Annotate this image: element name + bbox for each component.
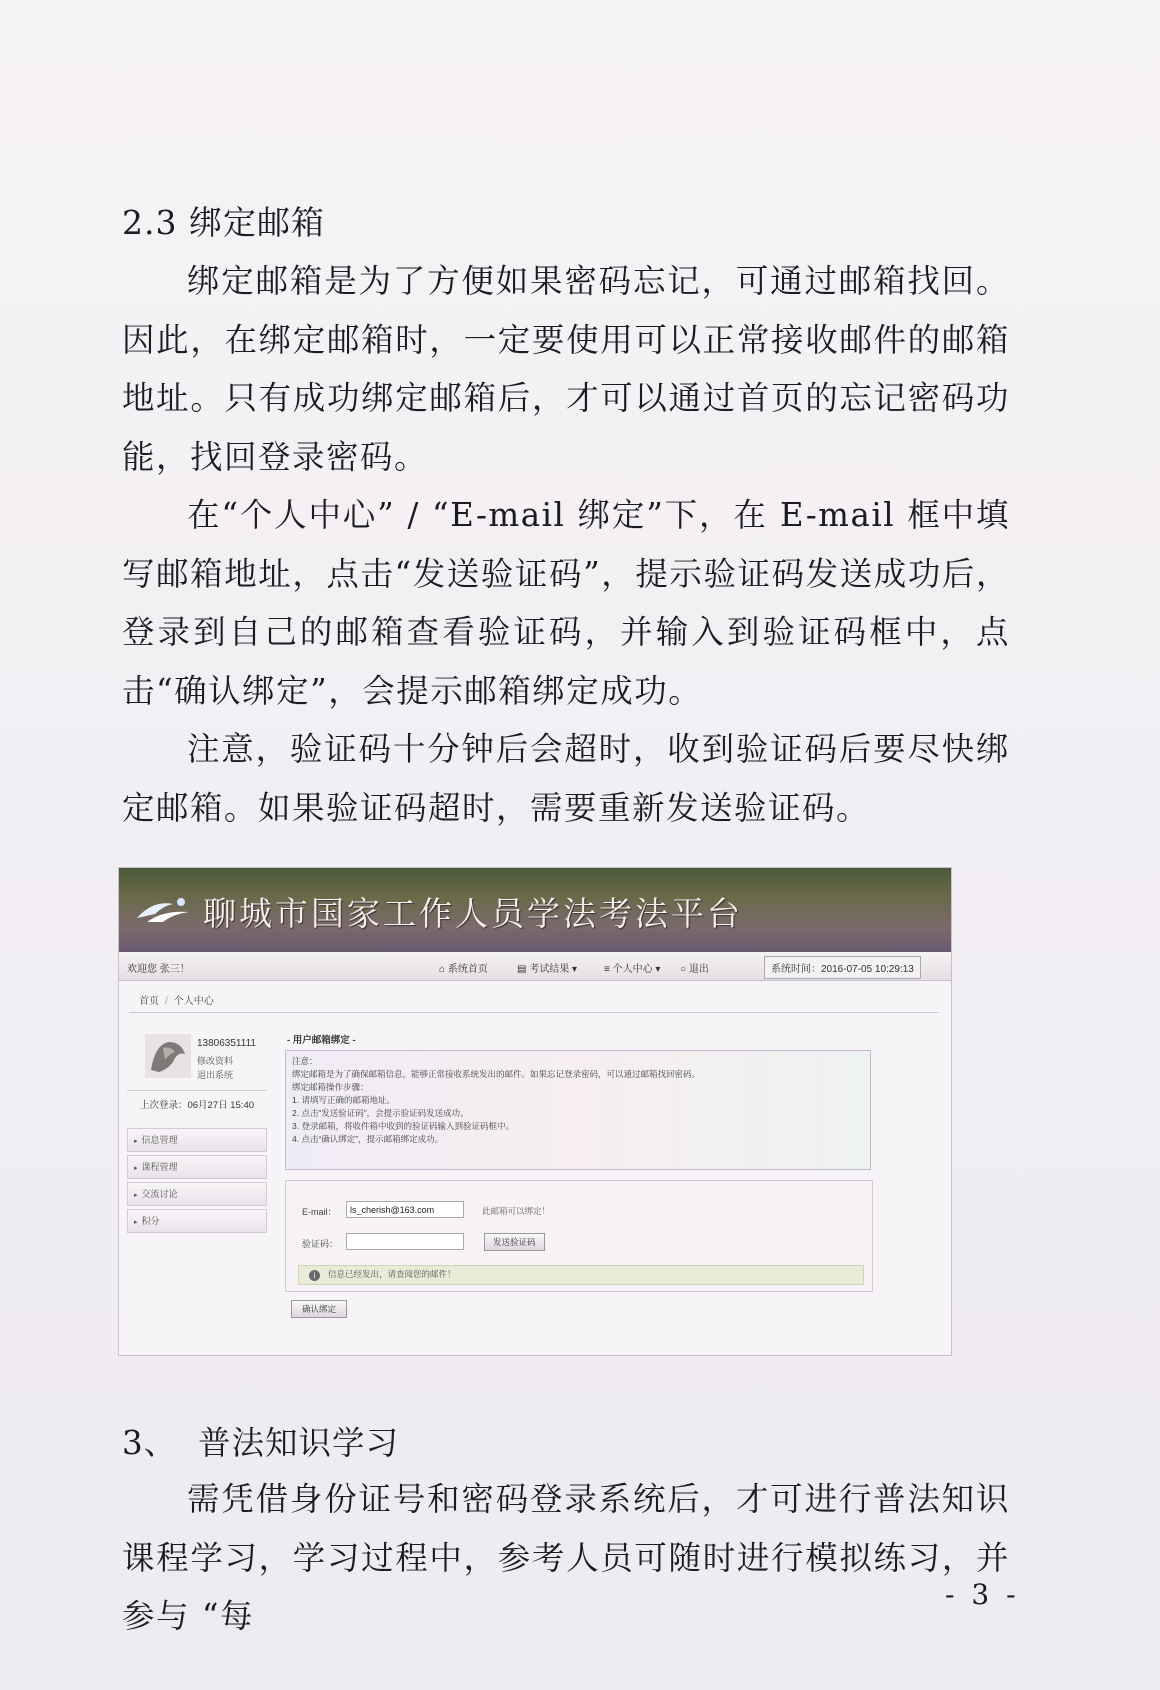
- note-line: 2. 点击“发送验证码”，会提示验证码发送成功。: [292, 1108, 469, 1118]
- note-line: 绑定邮箱是为了确保邮箱信息，能够正常接收系统发出的邮件。如果忘记登录密码，可以通过邮箱找回密码。: [292, 1069, 701, 1079]
- breadcrumb-current: 个人中心: [173, 996, 214, 1007]
- sidebar-item-info[interactable]: [127, 1128, 267, 1152]
- note-line: 注意：: [292, 1056, 318, 1066]
- chevron-down-icon: ▾: [569, 964, 578, 975]
- platform-logo-icon: [133, 892, 197, 928]
- email-binding-panel: [281, 1028, 881, 1353]
- avatar: [145, 1034, 191, 1078]
- home-icon: ⌂: [439, 964, 448, 975]
- sidebar-item-points[interactable]: [127, 1209, 267, 1233]
- email-field[interactable]: [346, 1201, 464, 1218]
- nav-personal-center-menu[interactable]: [604, 960, 660, 975]
- sidebar-item-label: 交流讨论: [141, 1189, 178, 1199]
- section-heading-2-3: 2.3 绑定邮箱: [122, 203, 325, 242]
- nav-exit-link[interactable]: [680, 960, 709, 975]
- sidebar-item-label: 信息管理: [141, 1135, 178, 1145]
- chevron-right-icon: ▸: [134, 1192, 138, 1199]
- nav-home-link[interactable]: [439, 960, 488, 975]
- verification-code-field[interactable]: [346, 1233, 464, 1250]
- sidebar-menu: [127, 1128, 267, 1236]
- note-line: 3. 登录邮箱，将收件箱中收到的验证码输入到验证码框中。: [292, 1121, 514, 1131]
- note-line: 1. 请填写正确的邮箱地址。: [292, 1095, 395, 1105]
- list-icon: ▤: [517, 964, 530, 975]
- email-label: E-mail：: [302, 1207, 337, 1217]
- chevron-right-icon: ▸: [134, 1165, 138, 1172]
- divider: [129, 1012, 939, 1013]
- platform-title: 聊城市国家工作人员学法考法平台: [203, 894, 743, 933]
- nav-exam-results-label: 考试结果: [529, 964, 570, 975]
- platform-banner: [119, 868, 951, 952]
- breadcrumb-home[interactable]: 首页: [139, 996, 159, 1007]
- breadcrumb-separator: /: [165, 996, 168, 1007]
- user-phone: 13806351111: [197, 1038, 256, 1049]
- confirm-binding-button[interactable]: 确认绑定: [291, 1300, 347, 1318]
- nav-personal-center-label: 个人中心: [612, 964, 653, 975]
- section-number: 3、: [122, 1424, 178, 1462]
- alert-text: 信息已经发出，请查阅您的邮件！: [328, 1269, 456, 1279]
- section-heading-3: [122, 1418, 399, 1464]
- sent-alert: [298, 1265, 864, 1285]
- panel-title: - 用户邮箱绑定 -: [287, 1035, 356, 1046]
- user-icon: ≡: [604, 964, 613, 975]
- breadcrumb: [139, 992, 214, 1007]
- sidebar-item-label: 课程管理: [141, 1162, 178, 1172]
- chevron-down-icon: ▾: [652, 964, 661, 975]
- info-icon: i: [309, 1270, 320, 1281]
- last-login-text: 上次登录：06月27日 15:40: [127, 1090, 267, 1111]
- binding-form: [285, 1180, 873, 1292]
- paragraph-steps: 在“个人中心” / “E-mail 绑定”下，在 E-mail 框中填写邮箱地址，点击“发送验证码”，提示验证码发送成功后，登录到自己的邮箱查看验证码，并输入到验证码框中，点击“确认绑定”，会提示邮箱绑定成功。: [122, 496, 1010, 710]
- code-label: 验证码：: [302, 1239, 339, 1249]
- sidebar-item-discussion[interactable]: [127, 1182, 267, 1206]
- edit-profile-link[interactable]: 修改资料: [197, 1056, 234, 1066]
- paragraph-law-study: 需凭借身份证号和密码登录系统后，才可进行普法知识课程学习，学习过程中，参考人员可随时进行模拟练习，并参与 “每: [122, 1480, 1010, 1635]
- send-code-button[interactable]: 发送验证码: [484, 1233, 545, 1251]
- system-time: 系统时间：2016-07-05 10:29:13: [764, 956, 921, 979]
- instructions-box: [285, 1050, 871, 1170]
- page-number: - 3 -: [945, 1578, 1020, 1611]
- nav-exit-label: 退出: [688, 964, 709, 975]
- chevron-right-icon: ▸: [134, 1219, 138, 1226]
- chevron-right-icon: ▸: [134, 1138, 138, 1145]
- paragraph-purpose: 绑定邮箱是为了方便如果密码忘记，可通过邮箱找回。因此，在绑定邮箱时，一定要使用可以正常接收邮件的邮箱地址。只有成功绑定邮箱后，才可以通过首页的忘记密码功能，找回登录密码。: [122, 262, 1010, 476]
- sidebar-item-courses[interactable]: [127, 1155, 267, 1179]
- nav-home-label: 系统首页: [447, 964, 488, 975]
- email-available-hint: 此邮箱可以绑定！: [482, 1206, 551, 1216]
- sidebar-item-label: 积分: [141, 1216, 160, 1226]
- embedded-screenshot: [119, 868, 951, 1355]
- note-line: 4. 点击“确认绑定”，提示邮箱绑定成功。: [292, 1134, 444, 1144]
- user-sidebar: [127, 1028, 267, 1226]
- paragraph-note: 注意，验证码十分钟后会超时，收到验证码后要尽快绑定邮箱。如果验证码超时，需要重新发送验证码。: [122, 730, 1010, 827]
- note-line: 绑定邮箱操作步骤：: [292, 1082, 369, 1092]
- welcome-text: 欢迎您 张三！: [127, 964, 190, 975]
- logout-link[interactable]: 退出系统: [197, 1070, 234, 1080]
- nav-exam-results-menu[interactable]: [517, 960, 577, 975]
- section-title: 普法知识学习: [198, 1424, 400, 1462]
- top-navbar: [119, 952, 951, 981]
- power-icon: ○: [680, 964, 689, 975]
